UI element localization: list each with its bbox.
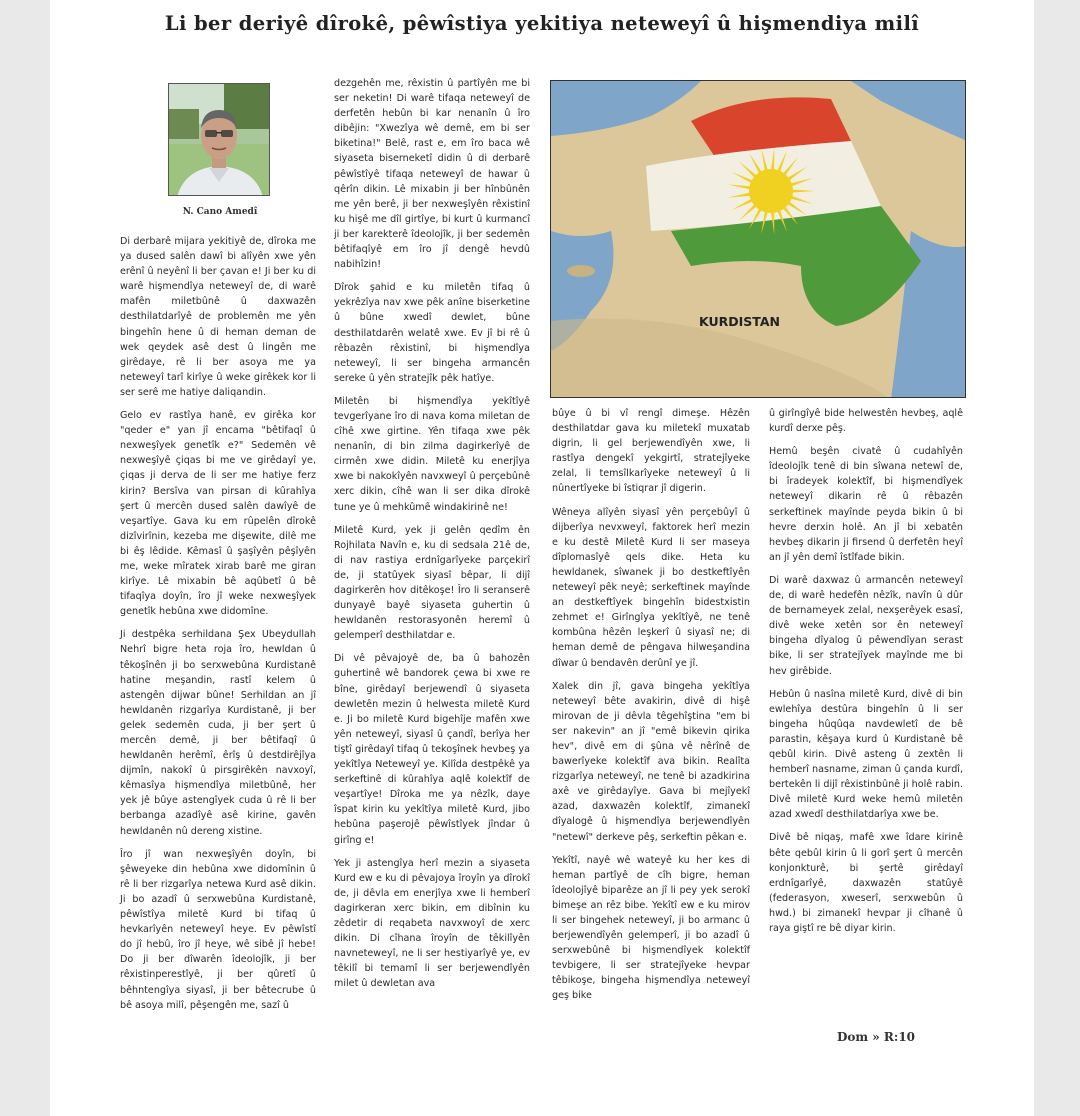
article-column-2 [334,76,530,999]
article-column-4 [769,406,963,944]
paragraph: Yekîtî, nayê wê wateyê ku her kes di heman partîyê de cîh bigre, heman îdeolojîyê biparêze an jî li pey yek serokî bimeşe an rêz bibe. Yekîtî ew e ku mirov li ser bingehek neteweyî, ji bo armanc û berjewendîyên gelemperî, ji bo azadî û serxwebûnê bi hişmendîyek kolektîf tevbigere, li ser stratejîyeke hevpar têbikoşe, bingeha hişmendîya neteweyî geş bike [552,854,750,1002]
paragraph: Yek ji astengîya herî mezin a siyaseta Kurd ew e ku di pêvajoya îroyîn ya dîrokî de, ji dêvla em enerjîya xwe li hemberî dagirkeran xerc bikin, em dibînin ku zêdetir di reqabeta navxwoyî de xerc dikin. Di cîhana îroyîn de têkilîyên navneteweyî, ne li ser hestiyarîyê ye, ev têkilî bi temamî li ser berjewendîyên milet û dewletan ava [334,857,530,990]
newspaper-page [50,0,1034,1116]
paragraph: Xalek din jî, gava bingeha yekîtîya neteweyî bête avakirin, divê di hişê mirovan de ji dêvla têgehîştina "em bi ser nakevin" an jî "emê bikevin qirika hev", divê em di şûna vê nêrînê de bawerîyeke kolektîf ava bikin. Realîta rizgarîya neteweyî, ne tenê bi azadkirina axê ve girêdayîye. Gava bi mejîyekî azad, daxwazên kolektîf, zimanekî dîyalogê û hişmendîya berjewendîyên "netewî" derkeve pêş, serkeftin pêkan e. [552,680,750,843]
paragraph: Di derbarê mijara yekitiyê de, dîroka me ya dused salên dawî bi alîyên xwe yên erênî û neyênî li ber çavan e! Ji ber ku di warê hişmendîya neteweyî de, di warê mafên miletbûnê û daxwazên desthilatdarîyê de problemên me yên bingehîn hene û di heman deman de wek qeydek asê dest û lingên me girêdaye, rê li ber asoya me ya neteweyî tarî kirîye û weke girêkek kor li ser serê me hatiye daliqandin. [120,236,316,398]
map-label: KURDISTAN [699,314,780,329]
paragraph: Hemû beşên civatê û cudahîyên îdeolojîk tenê di bin sîwana netewî de, bi îradeyek kolektîf, bi hişmendîyek neteweyî dikarin rê û rêbazên serkeftinek mayînde peyda bikin û bi hevre derxin holê. An jî bi xebatên hevbeş dikarin ji firsend û derfetên heyî an jî yên demî îstîfade bikin. [769,446,963,563]
author-photo [168,83,270,196]
paragraph: Ji destpêka serhildana Şex Ubeydullah Nehrî bigre heta roja îro, hewldan û têkoşînên ji bo serxwebûna Kurdistanê hatine meşandin, rastî kelem û astengên dijwar bûne! Serhildan an jî hewldanên rizgarîya Kurdistanê, ji ber gelek sedemên cuda, ji ber şert û mercên demê, ji ber bêtifaqî û hewldanên herêmî, êrîş û destdirêjîya dijmîn, nakokî û pirsgirêkên navxoyî, kêmasîya hişmendîya miletbûnê, her yek jê bûye astengîyek cuda û rê li ber berbanga azadîyê asê kirine, gavên hewldanên nû dereng xistine. [120,629,316,837]
paragraph: dezgehên me, rêxistin û partîyên me bi ser neketin! Di warê tifaqa neteweyî de derfetên hebûn bi kar nenanîn û îro dibêjin: "Xwezîya wê demê, em bi ser biketina!" Belê, rast e, em îro baca wê siyaseta biserneketî didin û di derbarê pêwîstîyê tifaqa neteweyî de hawar û qêrîn dikin. Lê mixabin ji ber hînbûnên me yên berê, ji ber nexweşîyên rêxistinî ku hişê me dîl girtîye, bi kurt û kurmancî ji ber karekterê îdeolojîk, ji ber sedemên bêtifaqîyê em îro jî dengê hevdû nabihîzin! [334,78,530,271]
paragraph: bûye û bi vî rengî dimeşe. Hêzên desthilatdar gava ku miletekî muxatab digrin, li gel berjewendîyên xwe, li rastîya dengekî yekgirtî, stratejîyeke zelal, li temsîlkarîyeke neteweyî û li nûnertîyeke bi îstiqrar jî digerin. [552,408,750,495]
article-column-3 [552,406,750,1012]
paragraph: Wêneya alîyên siyasî yên perçebûyî û dijberîya nevxweyî, faktorek herî mezin e ku destê Miletê Kurd li ser maseya dîplomasîyê qels dike. Heta ku hewldanek, sîwanek ji bo destkeftîyên neteweyî pêk neyê; serkeftinek mayînde an destkeftîyek bingehîn bidestxistin zehmet e! Girîngîya yekîtîyê, ne tenê kombûna hêzên leşkerî û siyasî ne; di heman demê de pêngava hilweşandina dîwar û bendavên derûnî ye jî. [552,506,750,669]
paragraph: Hebûn û nasîna miletê Kurd, divê di bin ewlehîya destûra bingehîn û li ser bingeha hûqûqa navdewletî de bê parastin, kêşaya kurd û Kurdistanê bê qebûl kirin. Divê asteng û zextên li hemberî nasname, ziman û çanda kurdî, bertekên li dijî rêxistinbûnê ji holê rabin. Divê miletê Kurd weke hemû miletên azad xwedî desthilatdarîya xwe be. [769,688,963,821]
article-title: Li ber deriyê dîrokê, pêwîstiya yekitiya neteweyî û hişmendiya milî [164,12,920,35]
paragraph: Îro jî wan nexweşîyên doyîn, bi şêweyeke din hebûna xwe didomînin û rê li ber rizgarîya netewa Kurd asê dikin. Ji bo azadî û serxwebûna Kurdistanê, pêwîstîya miletê Kurd bi tifaq û hevkarîyên neteweyî heye. Ev pêwîstî do jî hebû, îro jî heye, wê sibê jî hebe! Do ji ber dîwarên îdeolojîk, ji ber rêxistinperestîyê, ji ber qûretî û bêhntengîya siyasî, ji ber bêtecrube û bê asoya milî, pêşengên me, sazî û [120,848,316,1011]
paragraph: Gelo ev rastîya hanê, ev girêka kor "qeder e" yan jî encama "bêtifaqî û nexweşîyek genetîk e?" Sedemên vê nexweşîyê çiqas bi me ve girêdayî ye, çiqas ji derva de li ser me hatiye ferz kirin? Bersîva van pirsan di kûrahîya şert û mercên dused salên dawîyê de veşartîye. Gava ku em rûpelên dîrokê dizîvirînin, kezeba me dişewite, dilê me bi êş lêdide. Kêmasî û şaşîyên pêşîyên me, weke mîratek xirab barê me giran kirîye. Lê mixabin bê aqûbetî û bê tifaqîya doyîn, îro jî weke nexweşîyek genetîk hebûna xwe didomîne. [120,410,316,618]
paragraph: Di vê pêvajoyê de, ba û bahozên guhertinê wê bandorek çewa bi xwe re bîne, girêdayî berjewendî û siyaseta dewletên mezin û helwesta miletê Kurd e. Ji bo miletê Kurd bigehîje mafên xwe yên neteweyî, siyasî û çandî, berîya her tiştî girêdayî tifaq û tekoşînek hevbeş ya yekîtîya Neteweyî ye. Kilîda destpêkê ya serkeftinê di kûrahîya aqlê kolektîf de veşartîye! Dîroka me ya nêzîk, daye îspat kirin ku yekîtîya miletê Kurd, jibo hebûna paşerojê pêwîstîyek jîndar û girîng e! [334,653,530,846]
paragraph: Divê bê niqaş, mafê xwe îdare kirinê bête qebûl kirin û li gorî şert û mercên konjonkturê, bi şertê girêdayî erdnîgarîyê, daxwazên statûyê (federasyon, xweserî, serxwebûn û hwd.) bi zimanekî hevpar ji cîhanê û raya giştî re bê diyar kirin. [769,832,963,934]
continued-on-page-link[interactable]: Dom » R:10 [836,1030,916,1044]
paragraph: û girîngîyê bide helwestên hevbeş, aqlê kurdî derxe pêş. [769,408,963,435]
paragraph: Miletê Kurd, yek ji gelên qedîm ên Rojhilata Navîn e, ku di sedsala 21ê de, di nav rastiya erdnîgarîyeke parçekirî de, ji statûyek siyasî bêpar, li dijî dagirkerên hov ditêkoşe! Îro li seranserê dunyayê bayê siyaseta guhertin û hewldanên restorasyonên heremî û gelemperî desthilatdar e. [334,524,530,642]
paragraph: Dîrok şahid e ku miletên tifaq û yekrêzîya nav xwe pêk anîne biserketine û bûne xwedî dewlet, bûne desthilatdarên welatê xwe. Ev jî bi rê û rêbazên rêxistinî, bi hişmendîya neteweyî, li ser bingeha armancên sereke û yên stratejîk pêk hatîye. [334,282,530,384]
kurdistan-flag-map-icon [551,81,966,398]
author-portrait-icon [169,84,270,196]
paragraph: Miletên bi hişmendîya yekîtîyê tevgerîyane îro di nava koma miletan de cîhê xwe girtine. Yên tifaqa xwe pêk nenanîn, di bin zilma dagirkerîyê de cirmên xwe didin. Miletê ku enerjîya xwe bi nakokîyên navxweyî û perçebûnê xerc dikin, cîhê wan li ser dika dîrokê tune ye û mehkûmê windakirinê ne! [334,395,530,513]
kurdistan-map [550,80,966,398]
author-name: N. Cano Amedî [182,207,258,217]
article-column-1 [120,234,316,1021]
paragraph: Di warê daxwaz û armancên neteweyî de, di warê hedefên nêzîk, navîn û dûr de bernameyek zelal, nexşerêyek esasî, divê weke xetên sor ên neteweyî bingeha dîyalog û pêwendîyan serast bike, li ser stratejîyek mayînde me bi hev girêbide. [769,574,963,677]
